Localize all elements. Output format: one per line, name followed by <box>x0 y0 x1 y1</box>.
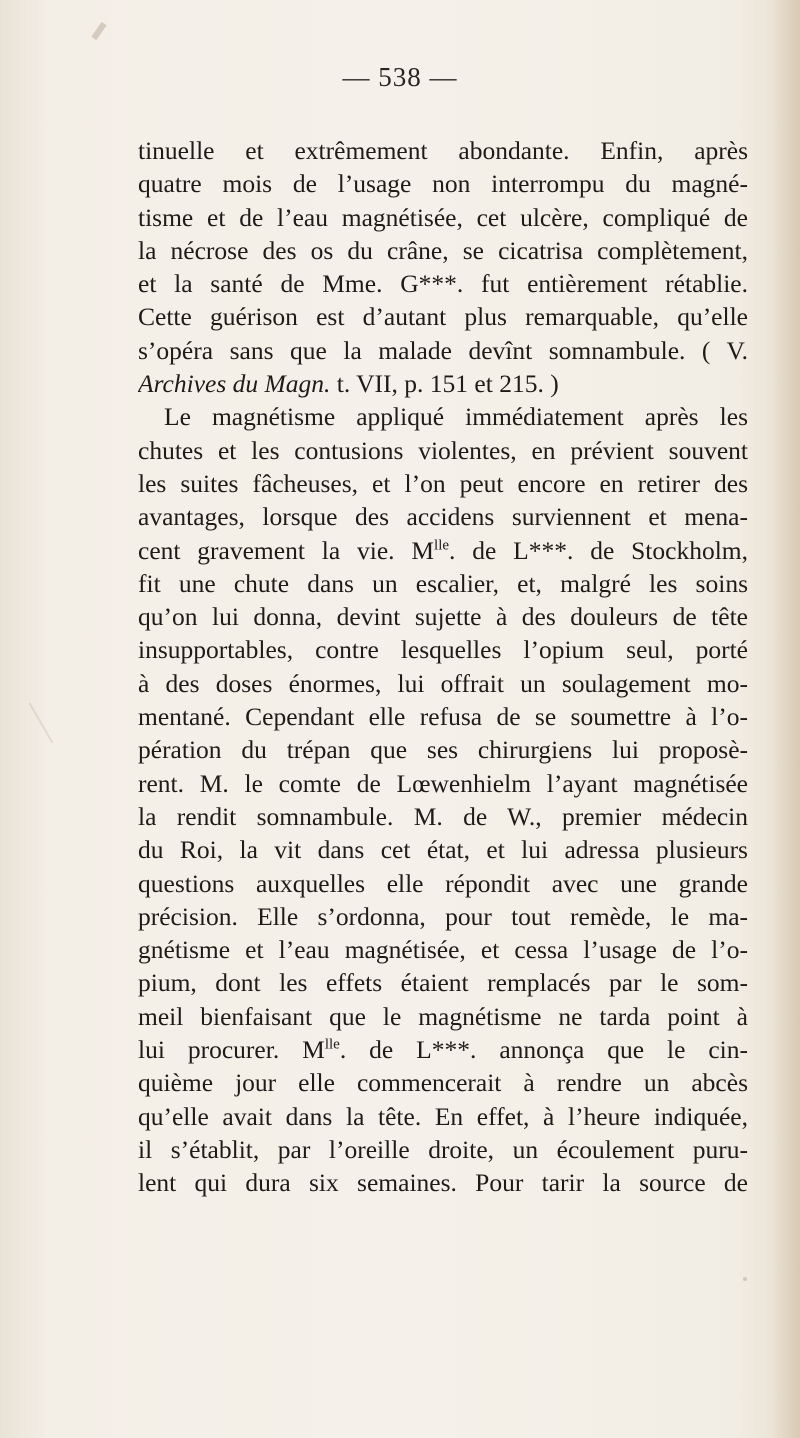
paragraph-start-line: Le magnétisme appliqué immédiatement après les <box>164 402 748 432</box>
text-line: tisme et de l’eau magnétisée, cet ulcère, compliqué de <box>138 202 748 232</box>
text-line: du Roi, la vit dans cet état, et lui adressa plusieurs <box>138 835 748 865</box>
body-text <box>138 134 748 1200</box>
text-line: qu’elle avait dans la tête. En effet, à l’heure indiquée, <box>138 1101 748 1131</box>
text-line: précision. Elle s’ordonna, pour tout remède, le ma- <box>138 901 748 931</box>
text-line: Cette guérison est d’autant plus remarquable, qu’elle <box>138 302 748 332</box>
line-segment: lui procurer. M <box>138 1035 325 1065</box>
text-line: lent qui dura six semaines. Pour tarir la source de <box>138 1168 748 1198</box>
text-line: pération du trépan que ses chirurgiens lui proposè- <box>138 735 748 765</box>
paper-blemish <box>29 703 54 744</box>
text-line: quatre mois de l’usage non interrompu du magné- <box>138 169 748 199</box>
citation-line <box>138 367 748 400</box>
superscript-abbrev: lle <box>324 1036 340 1053</box>
page-edge-shadow <box>772 0 800 1438</box>
text-line: avantages, lorsque des accidens surviennent et mena- <box>138 502 748 532</box>
text-line: rent. M. le comte de Lœwenhielm l’ayant magnétisée <box>138 768 748 798</box>
text-line <box>138 534 748 567</box>
paper-blemish <box>743 1277 747 1281</box>
text-line: mentané. Cependant elle refusa de se soumettre à l’o- <box>138 702 748 732</box>
text-line: chutes et les contusions violentes, en prévient souvent <box>138 435 748 465</box>
line-segment: . de L***. de Stockholm, <box>449 535 748 565</box>
text-line: questions auxquelles elle répondit avec une grande <box>138 868 748 898</box>
text-line: tinuelle et extrêmement abondante. Enfin, après <box>138 136 748 165</box>
text-line: meil bienfaisant que le magnétisme ne tarda point à <box>138 1001 748 1031</box>
page-number: — 538 — <box>342 62 458 92</box>
text-line: qu’on lui donna, devint sujette à des douleurs de tête <box>138 602 748 632</box>
text-line: fit une chute dans un escalier, et, malgré les soins <box>138 568 748 598</box>
text-line: quième jour elle commencerait à rendre un abcès <box>138 1068 748 1098</box>
text-line: pium, dont les effets étaient remplacés par le som- <box>138 968 748 998</box>
paper-blemish <box>91 22 106 40</box>
line-segment: . de L***. annonça que le cin- <box>339 1035 748 1065</box>
text-line: et la santé de Mme. G***. fut entièrement rétablie. <box>138 269 748 299</box>
text-line: il s’établit, par l’oreille droite, un écoulement puru- <box>138 1134 748 1164</box>
line-segment: cent gravement la vie. M <box>138 535 435 565</box>
text-line: s’opéra sans que la malade devînt somnambule. ( V. <box>138 335 748 365</box>
text-line: la rendit somnambule. M. de W., premier médecin <box>138 801 748 831</box>
text-line: à des doses énormes, lui offrait un soulagement mo- <box>138 668 748 698</box>
citation-title: Archives du Magn. <box>138 369 331 399</box>
text-line: gnétisme et l’eau magnétisée, et cessa l’usage de l’o- <box>138 935 748 965</box>
citation-reference: t. VII, p. 151 et 215. ) <box>330 369 559 399</box>
text-line: les suites fâcheuses, et l’on peut encore en retirer des <box>138 468 748 498</box>
text-line: la nécrose des os du crâne, se cicatrisa complètement, <box>138 235 748 265</box>
superscript-abbrev: lle <box>434 537 450 554</box>
text-line: insupportables, contre lesquelles l’opium seul, porté <box>138 635 748 665</box>
text-line <box>138 1033 748 1066</box>
